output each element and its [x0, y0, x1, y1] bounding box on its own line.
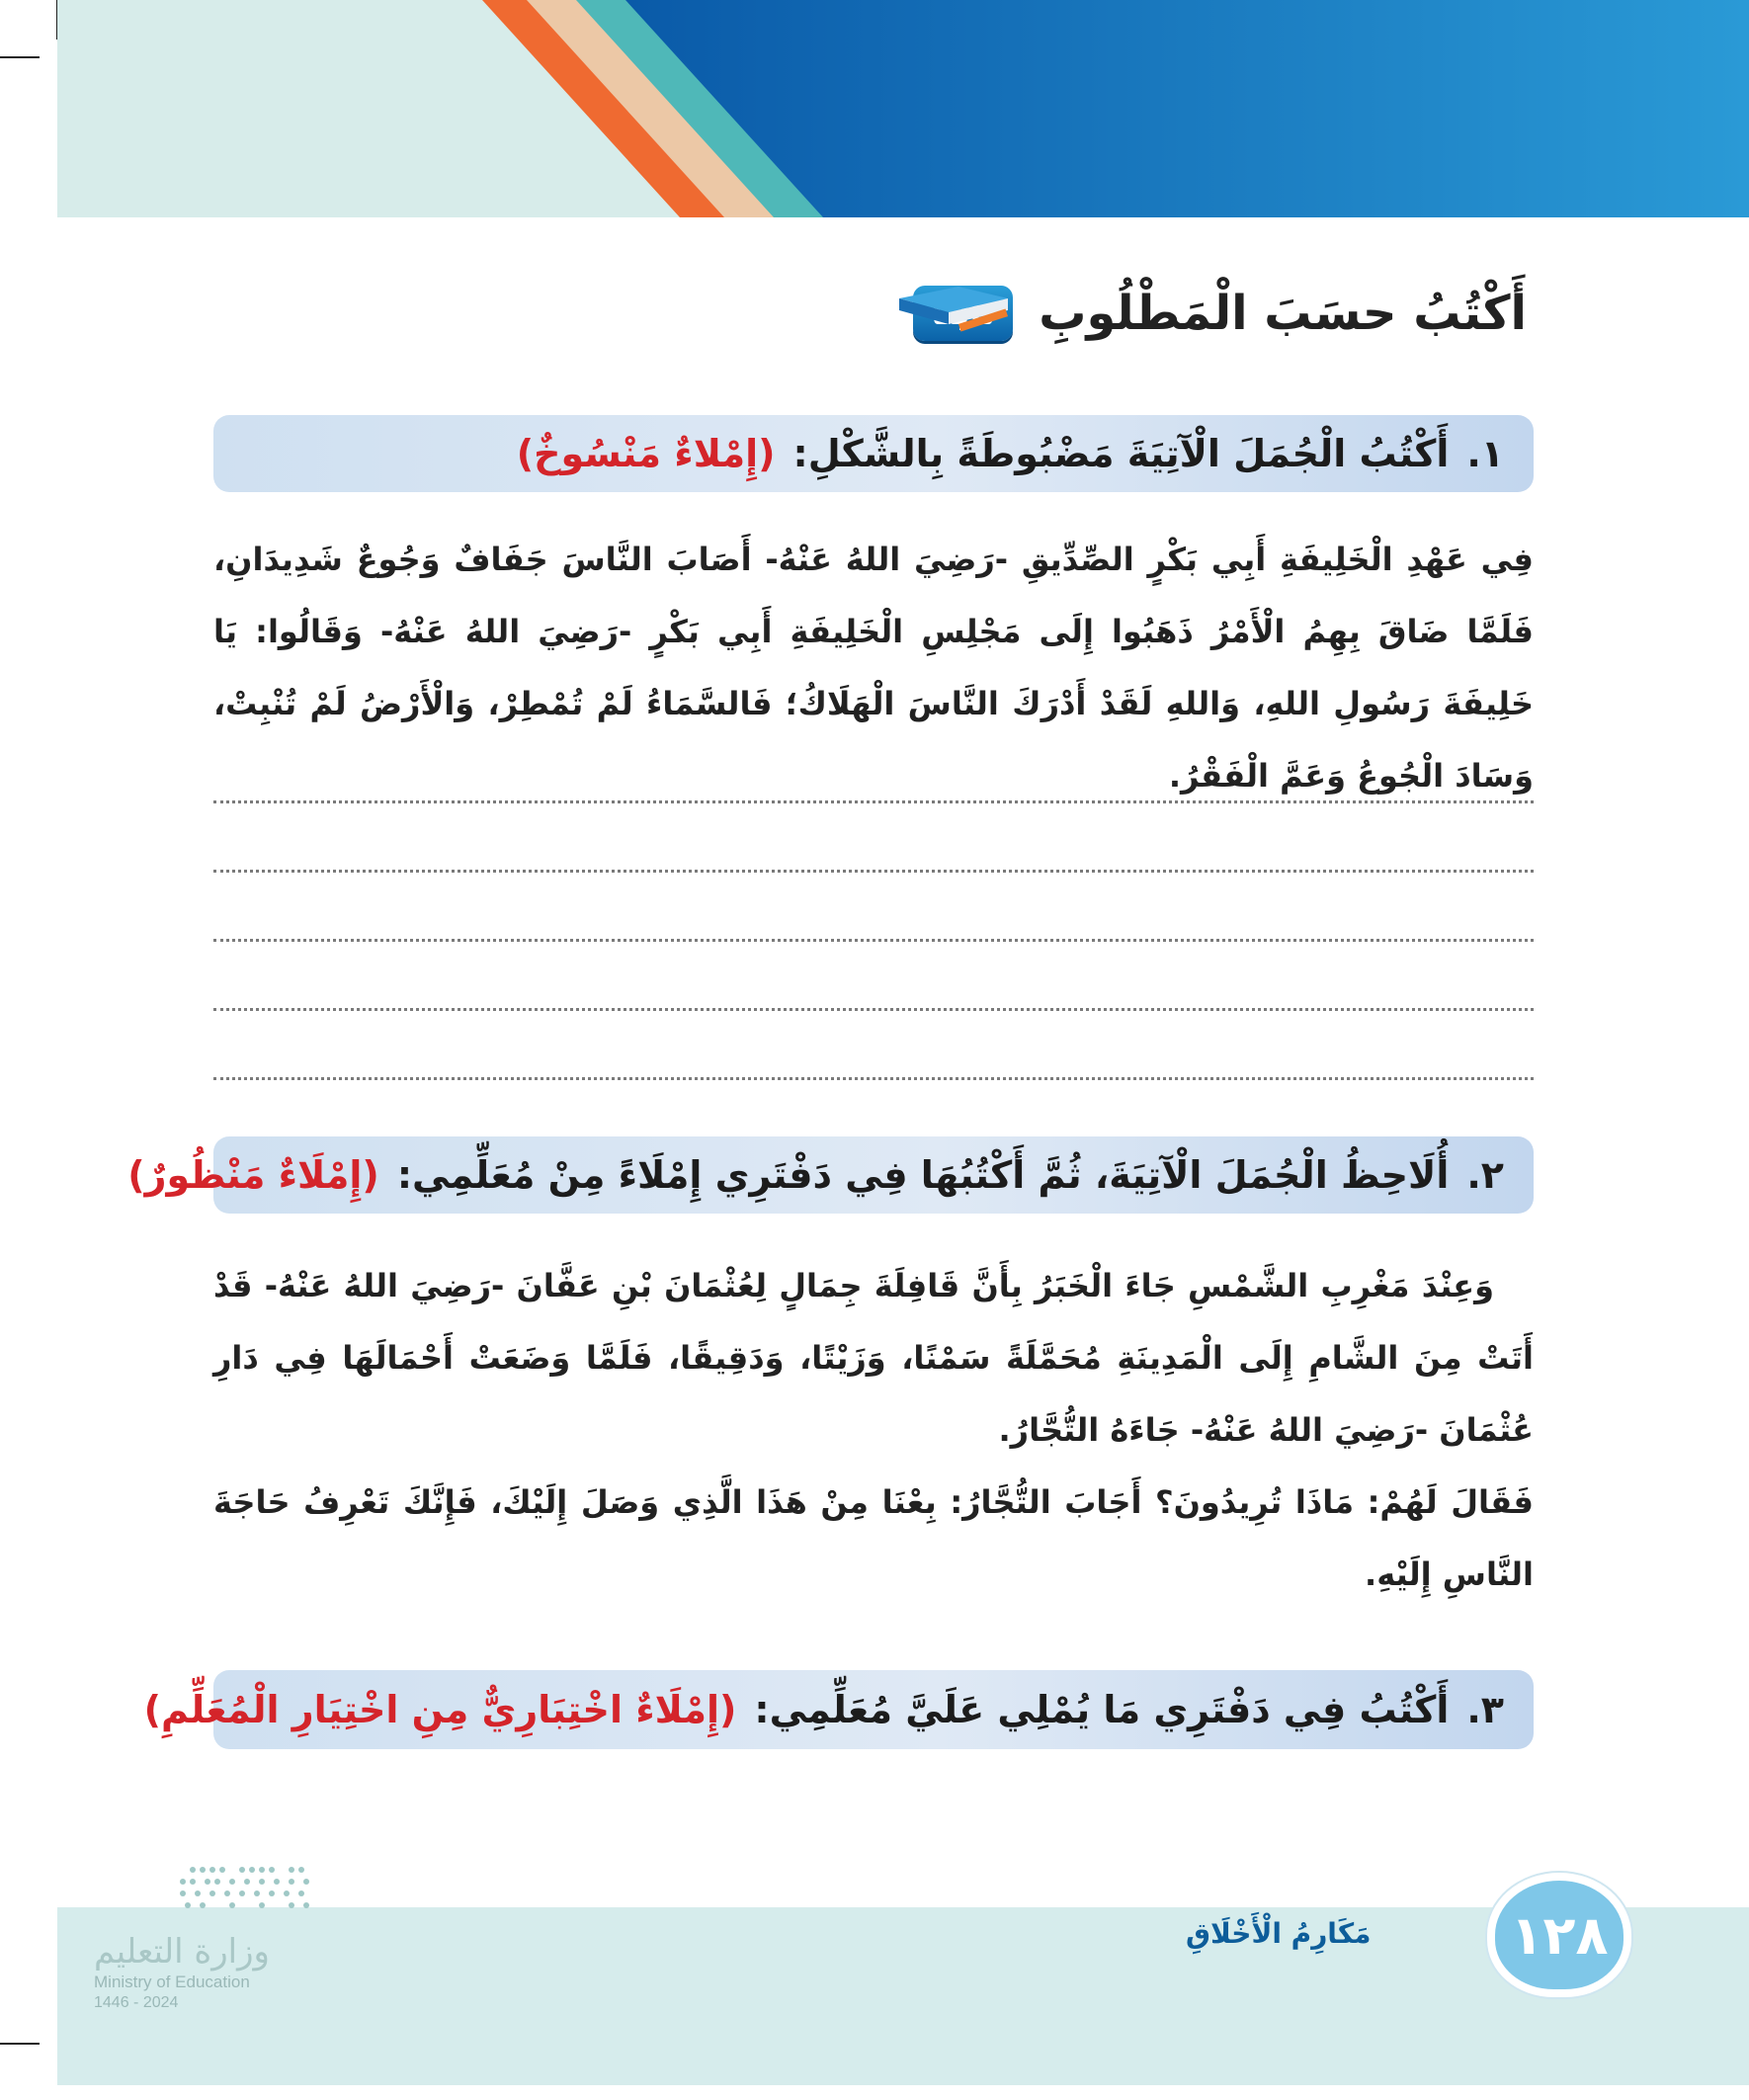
- question-number: ٢.: [1466, 1153, 1504, 1197]
- writing-line[interactable]: [213, 939, 1534, 942]
- question-text: أَكْتُبُ الْجُمَلَ الْآتِيَةَ مَضْبُوطَةً بِالشَّكْلِ:: [792, 432, 1450, 475]
- question-text: أَكْتُبُ فِي دَفْتَرِي مَا يُمْلِي عَلَيَّ مُعَلِّمِي:: [754, 1688, 1450, 1731]
- writing-line[interactable]: [213, 870, 1534, 873]
- question-1-bar: [213, 415, 1534, 492]
- page-number: ١٢٨: [1487, 1873, 1631, 1997]
- ministry-dots-icon: [94, 1858, 321, 1927]
- passage-1: [213, 524, 1534, 812]
- passage-text: وَعِنْدَ مَغْرِبِ الشَّمْسِ جَاءَ الْخَبَرُ بِأَنَّ قَافِلَةَ جِمَالٍ لِعُثْمَانَ بْنِ عَفَّانَ -رَضِيَ اللهُ عَنْهُ- قَدْ أَتَتْ مِنَ الشَّامِ إِلَى الْمَدِينَةِ مُحَمَّلَةً سَمْنًا، وَزَيْتًا، وَدَقِيقًا، فَلَمَّا وَضَعَتْ أَحْمَالَهَا فِي دَارِ عُثْمَانَ -رَضِيَ اللهُ عَنْهُ- جَاءَهُ التُّجَّارُ.: [213, 1267, 1534, 1449]
- question-2-bar: [127, 1136, 1534, 1214]
- question-3-bar: [143, 1670, 1534, 1749]
- question-text: أُلَاحِظُ الْجُمَلَ الْآتِيَةَ، ثُمَّ أَكْتُبُهَا فِي دَفْتَرِي إِمْلَاءً مِنْ مُعَلِّمِي:: [396, 1153, 1450, 1197]
- passage-text: فِي عَهْدِ الْخَلِيفَةِ أَبِي بَكْرٍ الصِّدِّيقِ -رَضِيَ اللهُ عَنْهُ- أَصَابَ النَّاسَ جَفَافٌ وَجُوعٌ شَدِيدَانِ، فَلَمَّا ضَاقَ بِهِمُ الْأَمْرُ ذَهَبُوا إِلَى مَجْلِسِ الْخَلِيفَةِ أَبِي بَكْرٍ -رَضِيَ اللهُ عَنْهُ- وَقَالُوا: يَا خَلِيفَةَ رَسُولِ اللهِ، وَاللهِ لَقَدْ أَدْرَكَ النَّاسَ الْهَلَاكُ؛ فَالسَّمَاءُ لَمْ تُمْطِرْ، وَالْأَرْضُ لَمْ تُنْبِتْ، وَسَادَ الْجُوعُ وَعَمَّ الْفَقْرُ.: [213, 541, 1534, 795]
- section-title-text: أَكْتُبُ حسَبَ الْمَطْلُوبِ: [1039, 286, 1527, 341]
- writing-line[interactable]: [213, 1077, 1534, 1080]
- ministry-name-arabic: وزارة التعليم: [94, 1932, 270, 1972]
- ministry-logo: [94, 1858, 321, 2016]
- book-pencil-icon: [889, 279, 1018, 338]
- ministry-name-english: Ministry of Education: [94, 1973, 250, 1991]
- crop-mark: [0, 56, 40, 58]
- passage-text: فَقَالَ لَهُمْ: مَاذَا تُرِيدُونَ؟ أَجَابَ التُّجَّارُ: بِعْنَا مِنْ هَذَا الَّذِي وَصَلَ إِلَيْكَ، فَإِنَّكَ تَعْرِفُ حَاجَةَ النَّاسِ إِلَيْهِ.: [213, 1483, 1534, 1593]
- header-banner: [57, 0, 1749, 217]
- book-name: مَكَارِمُ الْأَخْلَاقِ: [1186, 1917, 1372, 1950]
- crop-mark: [0, 2043, 40, 2045]
- question-number: ٣.: [1466, 1688, 1504, 1731]
- passage-2: [213, 1250, 1534, 1611]
- dictation-type-tag: (إِمْلاءٌ مَنْسُوخٌ): [516, 432, 776, 475]
- edition-year: 2024 - 1446: [94, 1994, 179, 2011]
- dictation-type-tag: (إِمْلَاءٌ اخْتِبَارِيٌّ مِنِ اخْتِيَارِ الْمُعَلِّمِ): [143, 1688, 737, 1731]
- dictation-type-tag: (إِمْلَاءٌ مَنْظُورٌ): [127, 1153, 379, 1197]
- question-number: ١.: [1466, 432, 1504, 475]
- writing-line[interactable]: [213, 800, 1534, 803]
- writing-line[interactable]: [213, 1008, 1534, 1011]
